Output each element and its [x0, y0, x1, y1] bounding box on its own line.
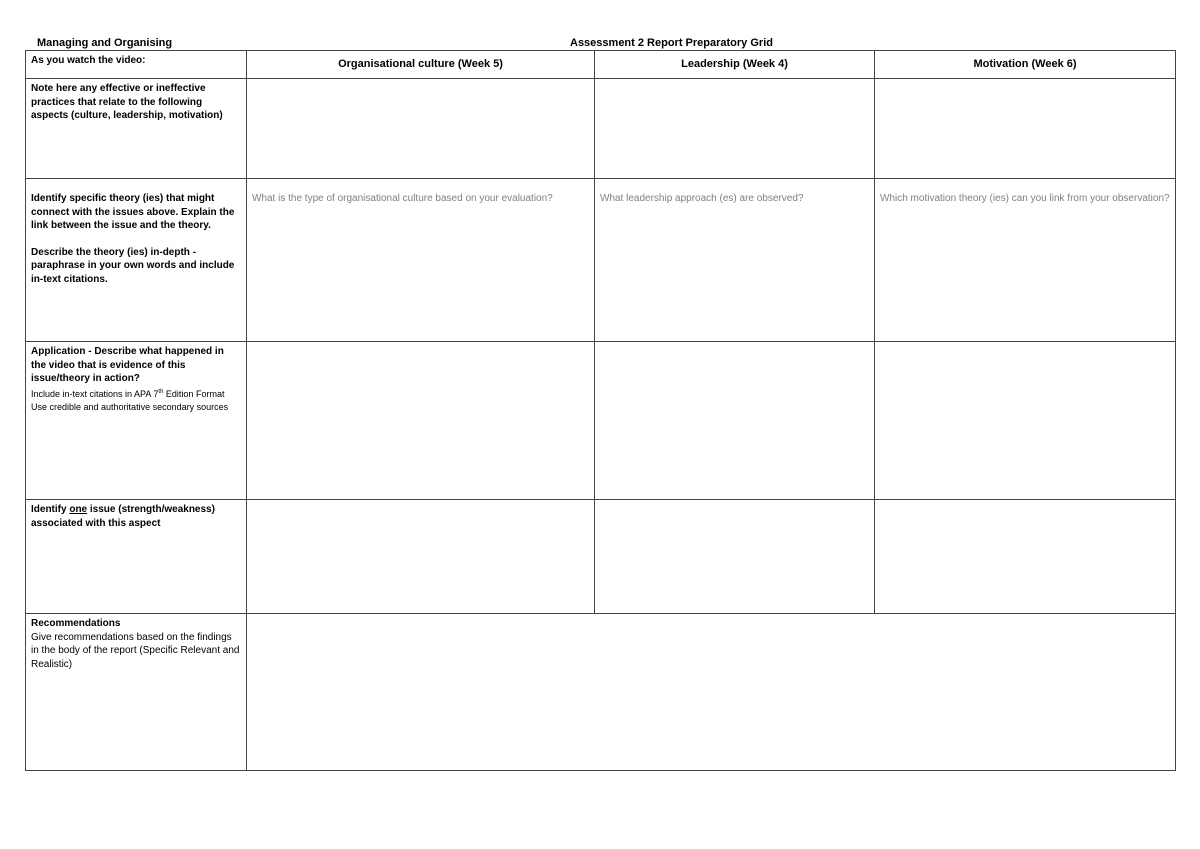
row-label-application: [26, 342, 247, 500]
row-issue: [26, 500, 1176, 614]
header-row: [26, 51, 1176, 79]
row-label-issue: [26, 500, 247, 614]
cell-issue-motivation[interactable]: [875, 500, 1176, 614]
row-application: [26, 342, 1176, 500]
row-label-practices: [26, 79, 247, 179]
row-label-recommendations: [26, 614, 247, 771]
cell-practices-culture[interactable]: [247, 79, 595, 179]
corner-label: As you watch the video:: [31, 55, 146, 66]
issue-label: Identify one issue (strength/weakness) associated with this aspect: [31, 504, 215, 529]
cell-application-motivation[interactable]: [875, 342, 1176, 500]
cell-application-leadership[interactable]: [595, 342, 875, 500]
column-header-leadership: Leadership (Week 4): [595, 51, 875, 79]
cell-issue-culture[interactable]: [247, 500, 595, 614]
cell-theory-culture[interactable]: [247, 179, 595, 342]
prompt-motivation: Which motivation theory (ies) can you link from your observation?: [880, 193, 1170, 204]
application-label: Application - Describe what happened in the video that is evidence of this issue/theory in action?: [31, 346, 224, 384]
cell-theory-motivation[interactable]: [875, 179, 1176, 342]
cell-practices-motivation[interactable]: [875, 79, 1176, 179]
course-title: Managing and Organising: [37, 37, 173, 49]
cell-theory-leadership[interactable]: [595, 179, 875, 342]
sources-note: Use credible and authoritative secondary sources: [31, 401, 229, 412]
column-header-motivation: Motivation (Week 6): [875, 51, 1176, 79]
prompt-leadership: What leadership approach (es) are observed?: [600, 193, 804, 204]
column-header-culture: Organisational culture (Week 5): [247, 51, 595, 79]
cell-recommendations[interactable]: [247, 614, 1176, 771]
apa-note: Include in-text citations in APA 7th Edition Format: [31, 388, 225, 399]
row-recommendations: [26, 614, 1176, 771]
cell-issue-leadership[interactable]: [595, 500, 875, 614]
row-practices: [26, 79, 1176, 179]
practices-label: Note here any effective or ineffective practices that relate to the following aspects (culture, leadership, motivation): [31, 83, 223, 121]
recommendations-title: Recommendations: [31, 618, 121, 629]
row-label-theory: [26, 179, 247, 342]
recommendations-text: Give recommendations based on the findings in the body of the report (Specific Relevant and Realistic): [31, 631, 240, 670]
cell-practices-leadership[interactable]: [595, 79, 875, 179]
document-title: Assessment 2 Report Preparatory Grid: [570, 37, 773, 49]
corner-cell: [26, 51, 247, 79]
cell-application-culture[interactable]: [247, 342, 595, 500]
prompt-culture: What is the type of organisational culture based on your evaluation?: [252, 193, 553, 204]
row-theory: [26, 179, 1176, 342]
theory-label-2: Describe the theory (ies) in-depth - paraphrase in your own words and include in-text citations.: [31, 246, 235, 285]
preparatory-grid: [25, 50, 1176, 771]
theory-label-1: Identify specific theory (ies) that might connect with the issues above. Explain the link between the issue and the theory.: [31, 193, 235, 231]
